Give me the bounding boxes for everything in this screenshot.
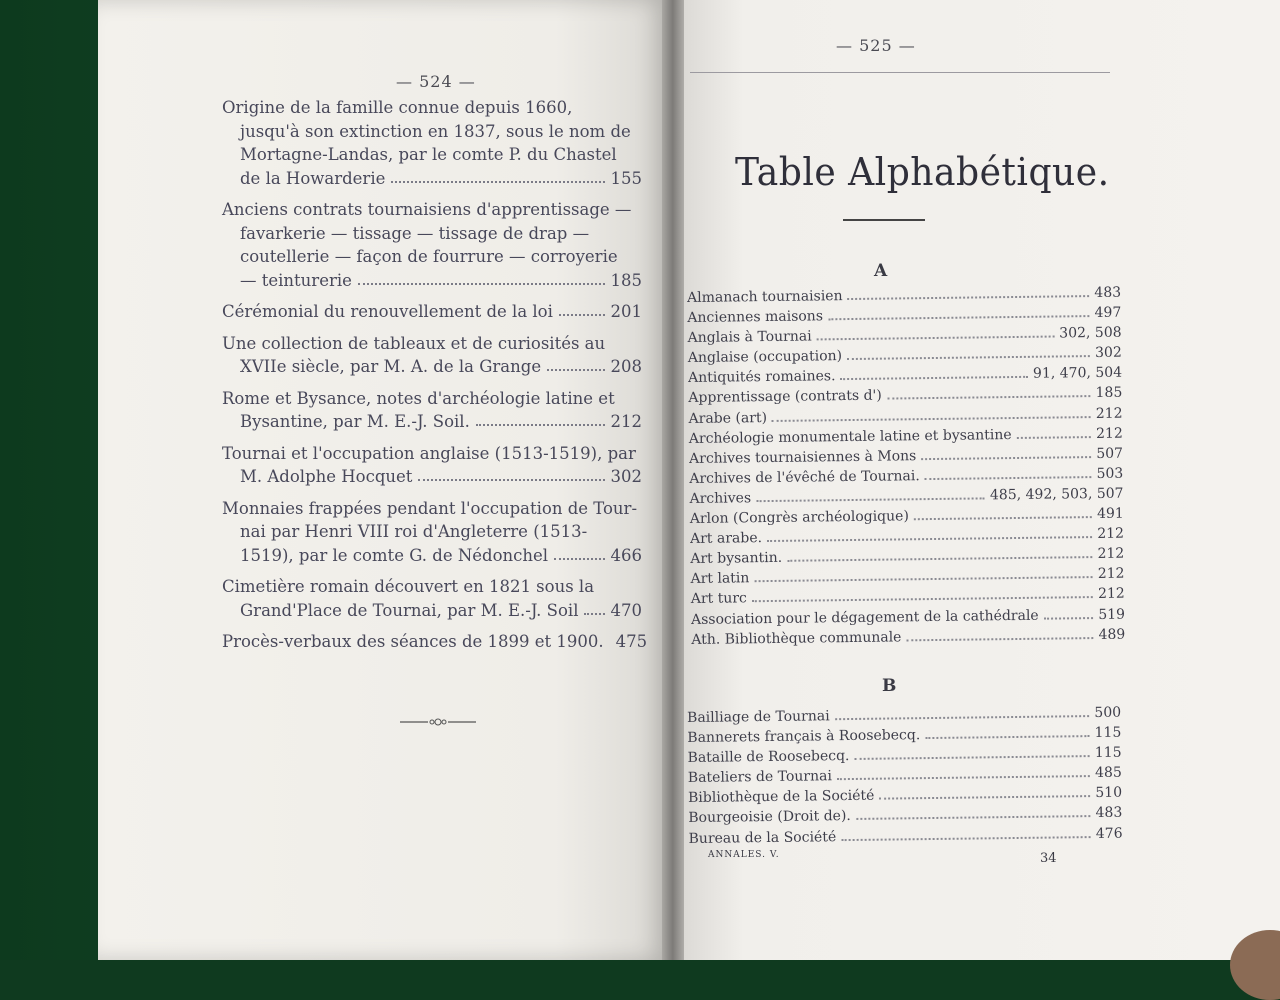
contents-entry	[222, 300, 642, 324]
index-page: 503	[1096, 465, 1124, 482]
index-page: 497	[1094, 304, 1122, 322]
index-page: 115	[1094, 724, 1122, 742]
index-label: Bourgeoisie (Droit de).	[688, 808, 851, 827]
index-page: 302	[1094, 344, 1122, 362]
entry-line: Anciens contrats tournaisiens d'apprentissage —	[222, 200, 632, 219]
index-label: Art arabe.	[689, 530, 763, 548]
index-label: Bibliothèque de la Société	[688, 788, 875, 807]
contents-entry	[222, 198, 642, 292]
dot-leader	[837, 763, 1090, 780]
index-page: 476	[1095, 825, 1123, 842]
contents-entry	[222, 96, 642, 190]
dot-leader	[547, 355, 604, 371]
index-label: Arabe (art)	[688, 409, 768, 427]
dot-leader	[841, 824, 1091, 841]
index-page: 489	[1098, 626, 1126, 643]
index-label: Association pour le dégagement de la cathédrale	[690, 607, 1039, 628]
index-page: 500	[1094, 704, 1122, 722]
entry-page-number: 475	[615, 632, 648, 651]
index-label: Apprentissage (contrats d')	[688, 388, 882, 407]
index-page: 212	[1095, 425, 1123, 442]
dot-leader	[787, 544, 1093, 562]
contents-entry	[222, 630, 648, 654]
entry-text: Cérémonial du renouvellement de la loi	[222, 302, 553, 321]
entry-text: Procès-verbaux des séances de 1899 et 1900.	[222, 632, 604, 651]
index-page: 485, 492, 503, 507	[989, 485, 1124, 504]
entry-line: Tournai et l'occupation anglaise (1513-1519), par	[222, 443, 636, 463]
index-label: Bataille de Roosebecq.	[687, 748, 850, 767]
entry-last-line	[222, 410, 642, 434]
index-label: Arlon (Congrès archéologique)	[689, 508, 909, 528]
index-label: Archives tournaisiennes à Mons	[688, 447, 917, 467]
dot-leader	[847, 283, 1089, 300]
index-page: 212	[1095, 405, 1123, 422]
dot-leader	[391, 167, 604, 183]
dot-leader	[772, 404, 1091, 422]
entry-text: Grand'Place de Tournai, par M. E.-J. Soil	[240, 600, 579, 620]
index-page: 491	[1096, 505, 1124, 523]
index-page: 91, 470, 504	[1032, 365, 1123, 383]
entry-line: Monnaies frappées pendant l'occupation de Tour-	[222, 498, 638, 518]
contents-entry	[222, 442, 642, 489]
entry-line: Mortagne-Landas, par le comte P. du Chastel	[240, 145, 617, 164]
dot-leader	[921, 444, 1091, 460]
entry-line: coutellerie — façon de fourrure — corroyerie	[240, 247, 618, 266]
dot-leader	[1044, 605, 1094, 620]
entry-line: favarkerie — tissage — tissage de drap —	[240, 223, 590, 243]
right-page-number: — 525 —	[836, 36, 916, 55]
contents-entry	[222, 332, 642, 379]
signature-mark: ANNALES. V.	[708, 850, 780, 860]
index-label: Art turc	[690, 590, 747, 608]
entry-page-number: 185	[610, 270, 642, 290]
index-label: Antiquités romaines.	[688, 368, 836, 387]
dot-leader	[887, 384, 1091, 400]
index-label: Anglaise (occupation)	[687, 348, 843, 367]
index-page: 302, 508	[1059, 324, 1122, 342]
index-page: 212	[1097, 545, 1125, 563]
entry-last-line	[222, 355, 642, 379]
dot-leader	[906, 625, 1093, 641]
book-gutter	[662, 0, 686, 960]
entry-last-line	[222, 599, 642, 623]
entry-page-number: 466	[610, 545, 642, 565]
index-label: Archives	[689, 490, 752, 507]
entry-text: de la Howarderie	[240, 168, 386, 188]
dot-leader	[559, 300, 605, 316]
entry-page-number: 212	[610, 412, 642, 431]
entry-line: Rome et Bysance, notes d'archéologie latine et	[222, 388, 615, 408]
dot-leader	[767, 524, 1092, 542]
index-label: Almanach tournaisien	[687, 288, 843, 306]
dot-leader	[925, 464, 1092, 480]
index-label: Anglais à Tournai	[687, 328, 812, 347]
index-label: Art bysantin.	[690, 550, 783, 568]
sheet-number: 34	[1040, 851, 1057, 866]
dot-leader	[754, 564, 1093, 582]
dot-leader	[358, 269, 605, 285]
index-page: 483	[1094, 284, 1122, 302]
entry-line: jusqu'à son extinction en 1837, sous le nom de	[240, 121, 631, 141]
index-page: 507	[1096, 445, 1124, 462]
contents-entry	[222, 387, 642, 434]
dot-leader	[752, 584, 1093, 602]
index-page: 510	[1095, 785, 1123, 802]
dot-leader	[756, 485, 985, 502]
index-label: Archéologie monumentale latine et bysantine	[688, 426, 1012, 447]
index-page: 212	[1097, 525, 1125, 543]
entry-last-line	[222, 269, 642, 293]
contents-list	[222, 96, 648, 662]
dot-leader	[1017, 424, 1092, 439]
dot-leader	[418, 465, 604, 481]
entry-text: XVIIe siècle, par M. A. de la Grange	[240, 357, 542, 376]
dot-leader	[854, 743, 1090, 760]
entry-text: — teinturerie	[240, 270, 352, 290]
index-label: Art latin	[690, 570, 750, 588]
entry-line: Une collection de tableaux et de curiosités au	[222, 333, 606, 353]
left-page-number: — 524 —	[396, 72, 476, 91]
dot-leader	[584, 599, 604, 615]
dot-leader	[828, 303, 1090, 320]
dot-leader	[476, 410, 605, 426]
dot-leader	[856, 804, 1091, 821]
entry-page-number: 208	[610, 357, 642, 376]
entry-page-number: 470	[610, 600, 642, 620]
dot-leader	[835, 703, 1090, 720]
entry-line: Origine de la famille connue depuis 1660,	[222, 98, 573, 117]
header-rule	[690, 72, 1110, 73]
index-label: Archives de l'évêché de Tournai.	[689, 468, 920, 487]
title-rule	[843, 219, 925, 221]
entry-last-line	[222, 630, 648, 654]
dot-leader	[879, 783, 1090, 800]
dot-leader	[817, 324, 1055, 341]
index-label: Bureau de la Société	[688, 828, 837, 847]
contents-entry	[222, 497, 642, 568]
section-letter-a: A	[874, 261, 888, 281]
entry-last-line	[222, 167, 642, 191]
dot-leader	[914, 504, 1092, 520]
entry-line: Cimetière romain découvert en 1821 sous la	[222, 577, 595, 596]
index-page: 483	[1095, 805, 1123, 822]
index-label: Bannerets français à Roosebecq.	[687, 727, 921, 747]
entry-text: 1519), par le comte G. de Nédonchel	[240, 545, 549, 565]
entry-line: nai par Henri VIII roi d'Angleterre (1513-	[240, 522, 588, 541]
entry-page-number: 155	[610, 168, 642, 188]
section-letter-b: B	[882, 676, 897, 696]
index-label: Ath. Bibliothèque communale	[691, 629, 902, 648]
contents-entry	[222, 575, 642, 622]
entry-page-number: 302	[610, 467, 642, 486]
index-page: 485	[1094, 764, 1122, 782]
dot-leader	[925, 723, 1090, 739]
index-page: 212	[1097, 586, 1125, 603]
index-page: 212	[1097, 565, 1125, 583]
entry-page-number: 201	[610, 302, 642, 321]
entry-last-line	[222, 544, 642, 568]
index-page: 115	[1094, 744, 1122, 762]
index-title: Table Alphabétique.	[735, 150, 1110, 194]
ornament-icon	[400, 712, 476, 732]
index-label: Bateliers de Tournai	[687, 768, 832, 787]
index-list-a	[687, 283, 1125, 650]
entry-text: Bysantine, par M. E.-J. Soil.	[240, 412, 470, 431]
index-page: 185	[1095, 385, 1123, 402]
index-label: Anciennes maisons	[687, 308, 824, 327]
entry-last-line	[222, 300, 642, 324]
index-page: 519	[1098, 606, 1126, 623]
index-label: Bailliage de Tournai	[687, 708, 830, 726]
dot-leader	[847, 343, 1090, 360]
dot-leader	[554, 544, 604, 560]
entry-text: M. Adolphe Hocquet	[240, 467, 413, 486]
dot-leader	[840, 364, 1028, 380]
entry-last-line	[222, 465, 642, 489]
index-list-b	[687, 703, 1123, 849]
